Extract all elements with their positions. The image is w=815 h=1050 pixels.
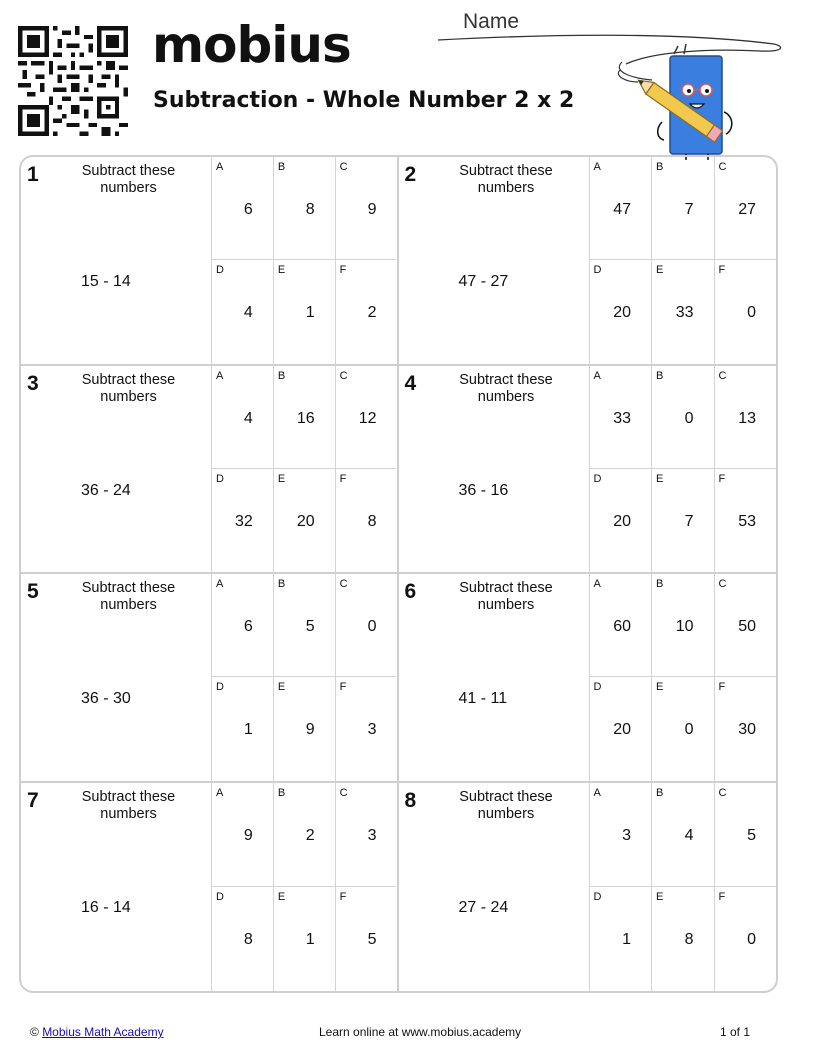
answer-value: 6 [243,201,253,218]
answer-letter: B [277,578,286,590]
answer-value: 33 [613,409,631,427]
answer-letter: A [216,786,224,799]
answer-value: 6 [243,618,253,635]
answer-letter: C [718,786,727,799]
problem-instruction: Subtract these numbers [459,163,553,196]
answer-option[interactable] [273,157,335,260]
answer-option[interactable] [589,574,652,677]
answer-value: 4 [243,304,253,322]
problem-number: 2 [404,163,417,186]
answer-letter: A [216,578,224,590]
answer-value: 47 [613,201,631,218]
answer-options [211,574,397,781]
answer-letter: D [593,890,602,903]
answer-letter: A [593,786,601,799]
answer-letter: B [277,161,286,173]
problem-cell [21,366,399,575]
answer-option[interactable] [651,469,714,572]
qr-code [18,26,128,136]
answer-option[interactable] [211,783,273,887]
answer-letter: D [593,264,602,277]
answer-value: 4 [243,409,253,427]
answer-options [589,157,777,364]
answer-letter: A [593,161,601,173]
answer-value: 27 [738,201,756,218]
problem-number: 3 [27,371,39,395]
problem-cell [399,574,777,783]
answer-letter: B [277,369,286,382]
answer-value: 3 [367,826,377,844]
problem-expression: 36 - 16 [458,481,509,499]
answer-value: 32 [235,512,253,530]
answer-option[interactable] [211,366,273,469]
problem-number: 4 [404,371,417,395]
answer-letter: B [656,786,664,799]
problem-cell [399,366,777,575]
answer-value: 3 [622,826,631,844]
problem-expression: 27 - 24 [458,898,509,916]
answer-option[interactable] [335,157,397,260]
answer-letter: D [216,890,224,903]
answer-option[interactable] [273,677,335,780]
answer-value: 1 [305,304,315,322]
mobius-academy-link[interactable]: Mobius Math Academy [42,1025,164,1039]
answer-letter: D [593,472,602,485]
answer-value: 50 [738,618,756,635]
answer-option[interactable] [273,783,335,887]
answer-letter: C [339,578,348,590]
answer-option[interactable] [651,887,714,991]
answer-value: 20 [613,512,631,530]
answer-option[interactable] [651,366,714,469]
answer-option[interactable] [335,260,397,363]
answer-value: 9 [367,201,377,218]
answer-option[interactable] [651,677,714,780]
answer-letter: A [593,578,601,590]
problem-expression: 15 - 14 [81,273,131,290]
answer-option[interactable] [589,366,652,469]
answer-option[interactable] [211,574,273,677]
answer-option[interactable] [273,574,335,677]
answer-letter: B [656,578,664,590]
answer-option[interactable] [273,260,335,363]
answer-letter: E [656,890,664,903]
answer-letter: C [718,369,727,382]
answer-options [589,574,777,781]
answer-option[interactable] [211,469,273,572]
problem-number: 7 [27,788,39,812]
answer-option[interactable] [211,157,273,260]
answer-option[interactable] [211,887,273,991]
answer-option[interactable] [589,677,652,780]
answer-letter: F [718,264,726,277]
answer-option[interactable] [589,887,652,991]
answer-option[interactable] [714,469,777,572]
answer-letter: E [656,472,664,485]
answer-options [589,366,777,573]
answer-letter: B [277,786,286,799]
answer-value: 0 [367,618,377,635]
answer-option[interactable] [335,366,397,469]
answer-value: 2 [305,826,315,844]
answer-letter: E [277,890,286,903]
answer-letter: A [216,369,224,382]
answer-option[interactable] [335,677,397,780]
copyright-symbol: © [30,1025,39,1039]
answer-options [589,783,777,992]
answer-letter: E [656,681,664,694]
answer-option[interactable] [211,677,273,780]
answer-letter: F [718,890,726,903]
answer-letter: F [339,890,347,903]
answer-value: 1 [243,721,253,739]
answer-value: 5 [747,826,756,844]
answer-letter: D [593,681,602,694]
problem-instruction: Subtract these numbers [81,163,176,196]
answer-value: 7 [684,201,694,218]
answer-option[interactable] [651,574,714,677]
problem-expression: 41 - 11 [458,690,508,707]
answer-option[interactable] [651,783,714,887]
answer-value: 9 [243,826,253,844]
answer-option[interactable] [589,157,652,260]
answer-value: 10 [675,618,694,635]
answer-option[interactable] [714,677,777,780]
answer-option[interactable] [335,469,397,572]
answer-value: 9 [305,721,315,739]
problem-instruction: Subtract these numbers [81,371,176,405]
answer-letter: C [718,578,727,590]
answer-letter: C [339,786,348,799]
answer-value: 8 [305,201,315,218]
problem-instruction: Subtract these numbers [459,788,553,822]
answer-value: 16 [296,409,315,427]
answer-letter: E [277,264,286,277]
answer-value: 13 [738,409,756,427]
worksheet-title: Subtraction - Whole Number 2 x 2 [153,88,575,113]
answer-letter: F [339,681,347,694]
answer-option[interactable] [714,887,777,991]
answer-letter: D [216,681,224,694]
name-label: Name [463,10,520,33]
answer-option[interactable] [335,574,397,677]
answer-value: 7 [684,512,694,530]
answer-value: 4 [684,826,694,844]
problem-expression: 47 - 27 [458,273,509,290]
problem-instruction: Subtract these numbers [81,788,176,822]
answer-option[interactable] [211,260,273,363]
answer-option[interactable] [589,783,652,887]
answer-letter: E [277,681,286,694]
problem-number: 6 [404,580,417,603]
answer-letter: F [718,472,726,485]
answer-value: 53 [738,512,756,530]
answer-option[interactable] [651,260,714,363]
answer-value: 0 [747,304,756,322]
answer-value: 30 [738,721,756,739]
problem-grid [19,155,778,993]
problem-number: 8 [404,788,417,812]
problem-cell [399,783,777,992]
answer-options [211,783,397,992]
answer-value: 20 [613,304,631,322]
answer-value: 3 [367,721,377,739]
answer-value: 20 [296,512,315,530]
problem-cell [21,157,399,366]
answer-value: 0 [747,930,756,948]
answer-options [211,157,397,364]
answer-letter: A [216,161,224,173]
problem-cell [21,574,399,783]
problem-expression: 16 - 14 [81,898,131,916]
answer-letter: F [339,264,347,277]
answer-value: 33 [675,304,694,322]
answer-option[interactable] [714,157,777,260]
answer-value: 60 [613,618,631,635]
problem-expression: 36 - 24 [81,481,131,499]
answer-option[interactable] [273,887,335,991]
answer-option[interactable] [714,783,777,887]
answer-letter: B [656,369,664,382]
answer-value: 0 [684,721,694,739]
answer-options [211,366,397,573]
answer-option[interactable] [273,366,335,469]
answer-value: 5 [367,930,377,948]
mascot-illustration [612,42,740,160]
answer-letter: C [339,161,348,173]
answer-value: 8 [243,930,253,948]
answer-value: 12 [358,409,377,427]
answer-value: 1 [305,930,315,948]
answer-value: 8 [367,512,377,530]
answer-option[interactable] [335,887,397,991]
answer-value: 5 [305,618,315,635]
answer-option[interactable] [714,260,777,363]
problem-expression: 36 - 30 [81,690,131,707]
answer-letter: D [216,472,224,485]
answer-letter: E [277,472,286,485]
answer-value: 8 [684,930,694,948]
answer-option[interactable] [714,366,777,469]
answer-letter: C [718,161,727,173]
problem-instruction: Subtract these numbers [459,580,553,613]
answer-option[interactable] [335,783,397,887]
copyright [30,1025,164,1039]
problem-instruction: Subtract these numbers [81,580,176,613]
answer-option[interactable] [273,469,335,572]
page-indicator: 1 of 1 [720,1025,751,1039]
problem-number: 5 [27,580,39,603]
answer-letter: D [216,264,224,277]
mobius-logo: mobius [152,16,351,74]
answer-value: 1 [622,930,631,948]
learn-online-text: Learn online at www.mobius.academy [319,1025,522,1039]
answer-value: 20 [613,721,631,739]
answer-letter: A [593,369,601,382]
answer-value: 0 [684,409,694,427]
answer-option[interactable] [714,574,777,677]
answer-letter: E [656,264,664,277]
answer-value: 2 [367,304,377,322]
answer-letter: B [656,161,664,173]
answer-option[interactable] [651,157,714,260]
problem-cell [21,783,399,992]
answer-option[interactable] [589,469,652,572]
answer-letter: F [718,681,726,694]
answer-letter: C [339,369,348,382]
answer-letter: F [339,472,347,485]
answer-option[interactable] [589,260,652,363]
problem-number: 1 [27,163,39,186]
problem-instruction: Subtract these numbers [459,371,553,405]
problem-cell [399,157,777,366]
